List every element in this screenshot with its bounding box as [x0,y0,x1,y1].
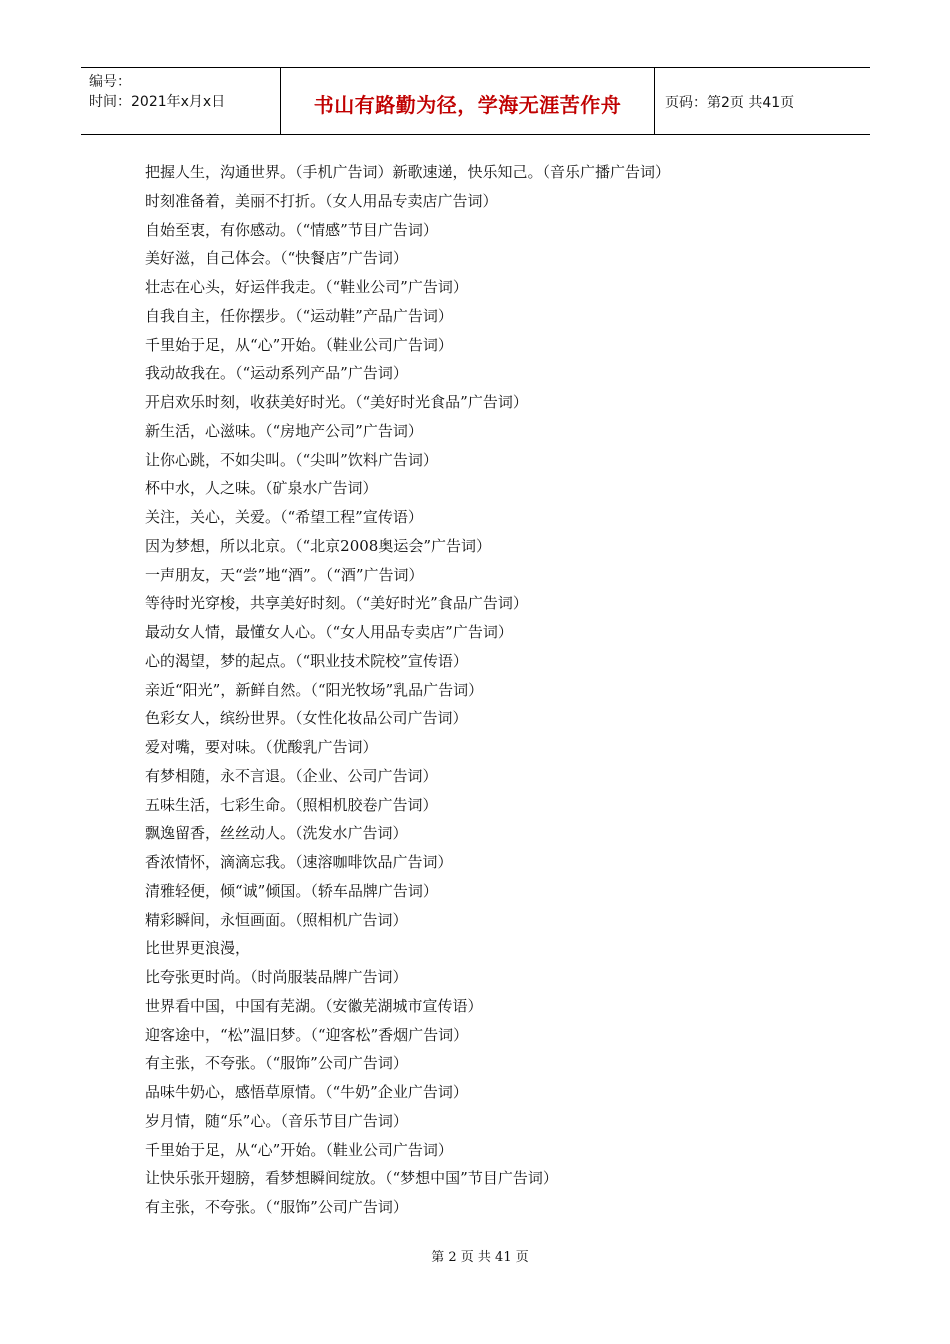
text-line: 有主张，不夸张。（“服饰”公司广告词） [145,1054,408,1073]
text-line: 心的渴望，梦的起点。（“职业技术院校”宣传语） [145,651,468,670]
text-line: 自始至衷，有你感动。（“情感”节目广告词） [145,220,438,239]
text-line: 关注，关心，关爱。（“希望工程”宣传语） [145,508,423,526]
text-line: 岁月情，随“乐”心。（音乐节目广告词） [145,1111,408,1130]
page-footer: 第 2 页 共 41 页 [431,1250,529,1265]
text-line: 五味生活，七彩生命。（照相机胶卷广告词） [145,795,438,814]
text-line: 自我自主，任你摆步。（“运动鞋”产品广告词） [145,306,453,325]
date-label: 时间：2021年x月x日 [89,94,226,110]
text-line: 美好滋，自己体会。（“快餐店”广告词） [145,249,408,268]
slogan-list [145,158,845,1222]
text-line: 杯中水，人之味。（矿泉水广告词） [145,479,378,498]
text-line: 壮志在心头，好运伴我走。（“鞋业公司”广告词） [145,278,468,296]
text-line: 爱对嘴，要对味。（优酸乳广告词） [145,738,378,756]
header-motto: 书山有路勤为径，学海无涯苦作舟 [281,68,655,134]
text-line: 精彩瞬间，永恒画面。（照相机广告词） [145,910,408,929]
text-line: 品味牛奶心，感悟草原情。（“牛奶”企业广告词） [145,1083,468,1101]
text-line: 有主张，不夸张。（“服饰”公司广告词） [145,1198,408,1216]
text-line: 新生活，心滋味。（“房地产公司”广告词） [145,421,423,440]
document-header [81,67,870,135]
serial-number-label: 编号： [89,74,131,90]
text-line: 千里始于足，从“心”开始。（鞋业公司广告词） [145,1140,453,1159]
text-line: 亲近“阳光”，新鲜自然。（“阳光牧场”乳品广告词） [145,680,484,699]
text-line: 清雅轻便，倾“诚”倾国。（轿车品牌广告词） [145,881,438,900]
text-line: 世界看中国，中国有芜湖。（安徽芜湖城市宣传语） [145,996,483,1015]
text-line: 比世界更浪漫， [145,939,251,958]
text-line: 等待时光穿梭，共享美好时刻。（“美好时光”食品广告词） [145,594,528,613]
text-line: 我动故我在。（“运动系列产品”广告词） [145,364,408,383]
header-page-info: 页码：第2页 共41页 [665,95,795,111]
text-line: 把握人生，沟通世界。（手机广告词）新歌速递，快乐知己。（音乐广播广告词） [145,163,671,181]
text-line: 一声朋友，天“尝”地“酒”。（“酒”广告词） [145,565,424,584]
header-meta-cell [81,68,281,134]
text-line: 让你心跳，不如尖叫。（“尖叫”饮料广告词） [145,450,438,469]
text-line: 千里始于足，从“心”开始。（鞋业公司广告词） [145,335,453,354]
text-line: 香浓情怀，滴滴忘我。（速溶咖啡饮品广告词） [145,853,453,871]
text-line: 飘逸留香，丝丝动人。（洗发水广告词） [145,824,408,843]
text-line: 时刻准备着，美丽不打折。（女人用品专卖店广告词） [145,191,498,210]
text-line: 最动女人情，最懂女人心。（“女人用品专卖店”广告词） [145,623,513,641]
text-line: 让快乐张开翅膀，看梦想瞬间绽放。（“梦想中国”节目广告词） [145,1169,558,1188]
text-line: 开启欢乐时刻，收获美好时光。（“美好时光食品”广告词） [145,393,528,411]
text-line: 因为梦想，所以北京。（“北京2008奥运会”广告词） [145,536,492,555]
text-line: 迎客途中，“松”温旧梦。（“迎客松”香烟广告词） [145,1025,469,1044]
text-line: 有梦相随，永不言退。（企业、公司广告词） [145,766,438,785]
text-line: 比夸张更时尚。（时尚服装品牌广告词） [145,968,408,986]
text-line: 色彩女人，缤纷世界。（女性化妆品公司广告词） [145,709,468,728]
